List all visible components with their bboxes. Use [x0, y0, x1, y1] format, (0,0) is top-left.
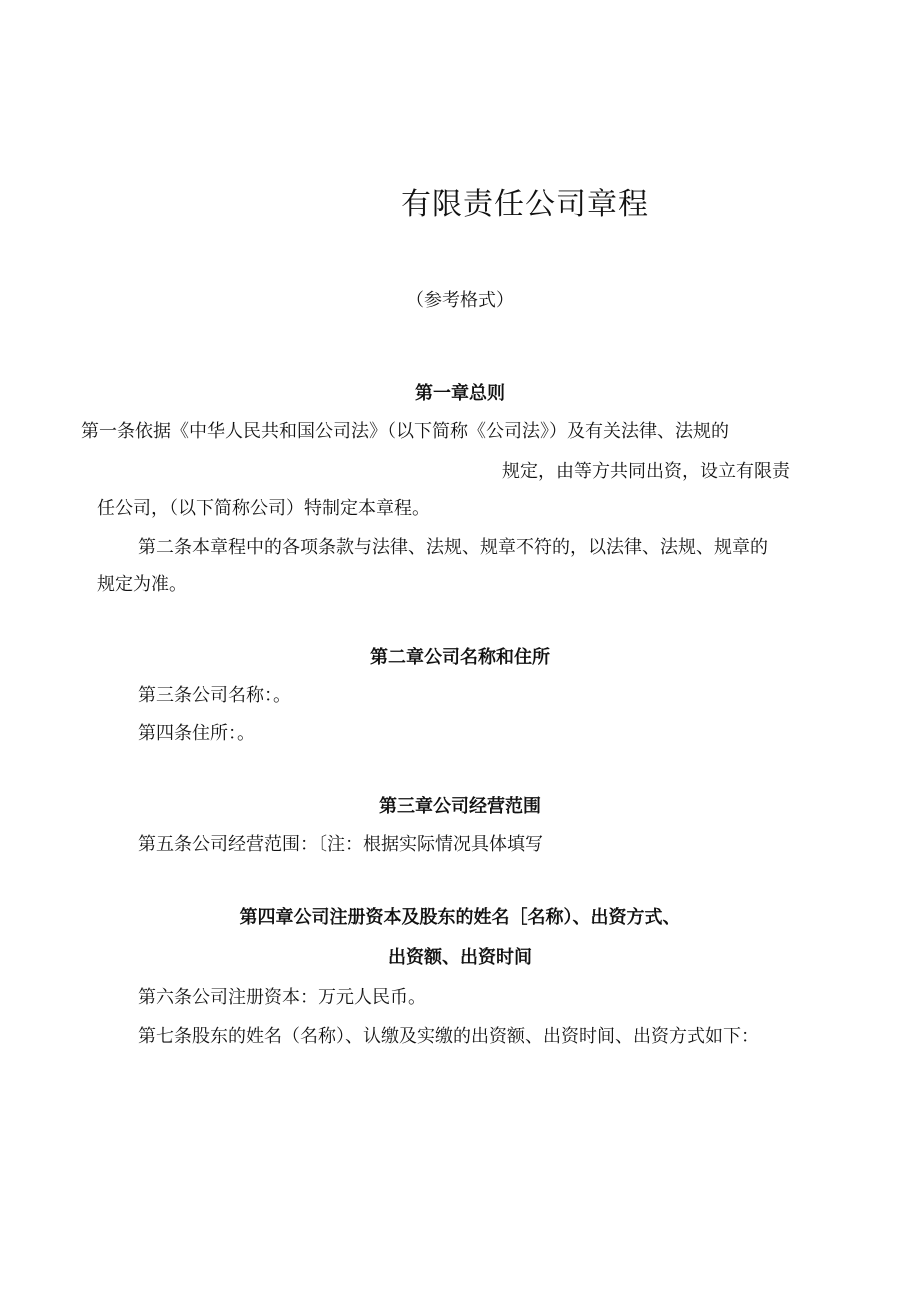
chapter-4-heading-line-2: 出资额、出资时间 — [388, 947, 532, 968]
article-5: 第五条公司经营范围：〔注：根据实际情况具体填写 — [138, 834, 543, 855]
article-7: 第七条股东的姓名（名称）、认缴及实缴的出资额、出资时间、出资方式如下： — [138, 1026, 759, 1047]
article-3: 第三条公司名称：。 — [138, 685, 291, 706]
article-6: 第六条公司注册资本：万元人民币。 — [138, 987, 426, 1008]
document-subtitle: （参考格式） — [406, 290, 514, 311]
chapter-2-heading: 第二章公司名称和住所 — [370, 647, 550, 668]
article-4: 第四条住所：。 — [138, 723, 255, 744]
chapter-3-heading: 第三章公司经营范围 — [379, 796, 541, 817]
article-2-line-2: 规定为准。 — [97, 574, 187, 595]
article-1-line-2: 规定，由等方共同出资，设立有限责 — [502, 461, 790, 482]
chapter-4-heading-line-1: 第四章公司注册资本及股东的姓名［名称）、出资方式、 — [239, 907, 681, 928]
article-1-line-3: 任公司，（以下简称公司）特制定本章程。 — [97, 498, 430, 519]
chapter-1-heading: 第一章总则 — [415, 383, 505, 404]
article-1-line-1: 第一条依据《中华人民共和国公司法》（以下简称《公司法》）及有关法律、法规的 — [81, 421, 729, 442]
article-2-line-1: 第二条本章程中的各项条款与法律、法规、规章不符的，以法律、法规、规章的 — [138, 537, 768, 558]
document-title: 有限责任公司章程 — [401, 187, 649, 222]
